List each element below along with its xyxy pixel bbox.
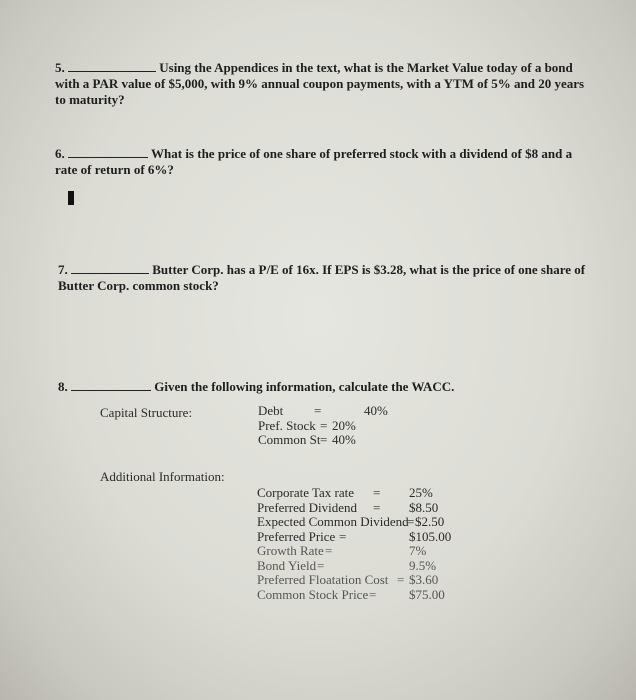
row-label: Pref. Stock <box>258 417 316 433</box>
answer-blank[interactable] <box>68 60 156 72</box>
row-label: Preferred Floatation Cost <box>257 572 389 587</box>
additional-info-label: Additional Information: <box>100 469 225 484</box>
row-eq: = <box>320 432 328 447</box>
row-value: 20% <box>332 417 356 433</box>
row-eq: = <box>339 528 347 544</box>
row-value: 40% <box>332 432 356 447</box>
answer-blank[interactable] <box>68 146 148 158</box>
row-eq: = <box>320 417 328 433</box>
row-eq: = <box>325 543 333 558</box>
question-7 <box>58 262 585 278</box>
row-label: Growth Rate <box>257 543 324 558</box>
row-label: Debt <box>258 403 284 418</box>
info-row <box>257 486 451 501</box>
row-value: 25% <box>409 485 433 500</box>
question-number: 8. <box>58 379 68 394</box>
row-value: 9.5% <box>409 557 437 573</box>
question-number: 5. <box>55 60 65 75</box>
row-label: Common Stock Price <box>257 586 369 602</box>
question-text: Using the Appendices in the text, what is the Market Value today of a bond <box>159 60 573 75</box>
row-eq: = <box>314 403 322 418</box>
question-8 <box>58 379 454 395</box>
row-eq: = <box>397 572 405 587</box>
info-row <box>257 515 451 530</box>
question-number: 7. <box>58 262 68 277</box>
cs-row-common <box>258 433 388 448</box>
question-text: rate of return of 6%? <box>55 162 174 177</box>
additional-info-table <box>257 486 451 602</box>
text-cursor <box>68 191 74 205</box>
question-number: 6. <box>55 146 65 161</box>
row-value: $2.50 <box>415 514 445 529</box>
cs-row-debt <box>258 404 388 419</box>
info-row <box>257 501 451 516</box>
question-text: What is the price of one share of preferred stock with a dividend of $8 and a <box>151 146 573 161</box>
row-value: $8.50 <box>409 499 439 515</box>
row-value: 7% <box>409 543 427 558</box>
row-eq: = <box>369 586 377 602</box>
row-label: Bond Yield <box>257 557 317 573</box>
row-value: 40% <box>364 403 388 418</box>
question-text: Given the following information, calculate the WACC. <box>154 379 455 394</box>
question-text: to maturity? <box>55 92 125 107</box>
row-label: Preferred Price <box>257 528 336 544</box>
info-row <box>257 573 451 588</box>
row-value: $75.00 <box>409 586 445 602</box>
info-row <box>257 559 451 574</box>
row-value: $3.60 <box>409 572 439 587</box>
question-text: Butter Corp. has a P/E of 16x. If EPS is $3.28, what is the price of one share of <box>152 262 586 277</box>
answer-blank[interactable] <box>71 379 151 391</box>
row-label: Common St <box>258 432 321 447</box>
question-text: with a PAR value of $5,000, with 9% annual coupon payments, with a YTM of 5% and 20 years <box>55 76 585 91</box>
question-6 <box>55 146 572 162</box>
row-eq: = <box>317 557 325 573</box>
row-eq: = <box>407 514 415 529</box>
question-5 <box>55 60 573 76</box>
row-eq: = <box>373 499 381 515</box>
capital-structure-table <box>258 404 388 448</box>
row-label: Preferred Dividend <box>257 499 357 515</box>
cs-row-pref <box>258 419 388 434</box>
capital-structure-label: Capital Structure: <box>100 405 193 420</box>
info-row <box>257 544 451 559</box>
answer-blank[interactable] <box>71 262 149 274</box>
info-row <box>257 588 451 603</box>
row-label: Expected Common Dividend <box>257 514 409 529</box>
row-value: $105.00 <box>409 528 452 544</box>
row-eq: = <box>373 485 381 500</box>
info-row <box>257 530 451 545</box>
question-text: Butter Corp. common stock? <box>58 278 219 293</box>
row-label: Corporate Tax rate <box>257 485 355 500</box>
